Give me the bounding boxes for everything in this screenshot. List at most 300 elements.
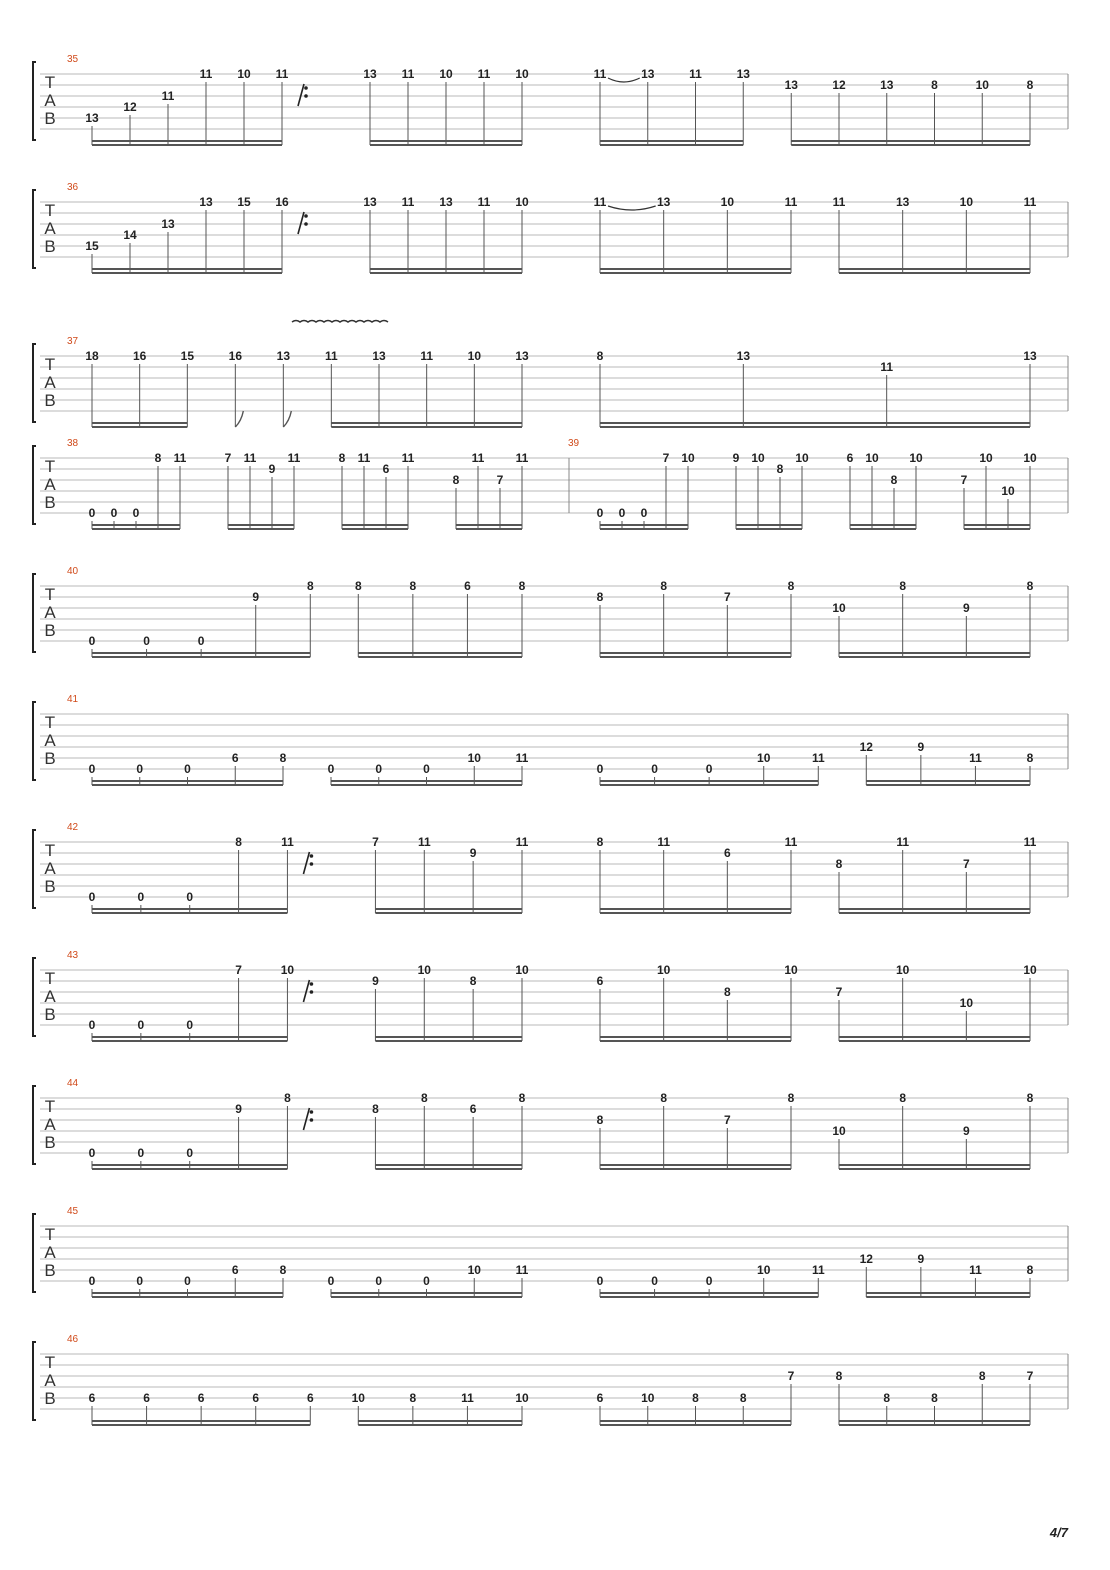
fret-number: 13 — [439, 195, 453, 209]
fret-number: 11 — [1023, 195, 1037, 209]
fret-number: 8 — [1026, 579, 1034, 593]
fret-number: 0 — [137, 890, 145, 904]
fret-number: 11 — [784, 195, 798, 209]
fret-number: 11 — [515, 835, 529, 849]
rest-dot — [310, 1110, 314, 1114]
fret-number: 13 — [880, 78, 894, 92]
tab-clef-letter: B — [44, 1261, 56, 1280]
fret-number: 11 — [420, 349, 434, 363]
tab-system — [33, 566, 1068, 657]
fret-number: 11 — [281, 835, 294, 849]
tab-clef-letter: A — [44, 1371, 56, 1390]
fret-number: 0 — [596, 1274, 604, 1288]
fret-number: 13 — [1023, 349, 1037, 363]
fret-number: 8 — [469, 974, 477, 988]
tab-clef-letter: T — [44, 457, 56, 476]
fret-number: 9 — [962, 601, 970, 615]
fret-number: 10 — [895, 963, 910, 977]
system-bracket — [33, 344, 36, 422]
tab-clef-letter: T — [44, 201, 56, 220]
fret-number: 13 — [85, 111, 99, 125]
rest-dot — [304, 214, 308, 218]
tab-clef-letter: B — [44, 391, 56, 410]
fret-number: 6 — [723, 846, 731, 860]
fret-number: 0 — [423, 762, 430, 776]
fret-number: 6 — [464, 579, 471, 593]
fret-number: 11 — [880, 360, 894, 374]
fret-number: 0 — [88, 1274, 96, 1288]
fret-number: 11 — [401, 451, 415, 465]
rest-dot — [304, 86, 308, 90]
fret-number: 8 — [776, 462, 784, 476]
fret-number: 8 — [354, 579, 362, 593]
fret-number: 0 — [186, 890, 194, 904]
fret-number: 10 — [467, 349, 482, 363]
fret-number: 11 — [515, 451, 529, 465]
fret-number: 8 — [306, 579, 314, 593]
fret-number: 8 — [372, 1102, 379, 1116]
system-bracket — [33, 1086, 36, 1164]
measure-number: 37 — [67, 336, 79, 347]
fret-number: 0 — [596, 506, 604, 520]
fret-number: 8 — [154, 451, 162, 465]
fret-number: 9 — [372, 974, 379, 988]
system-bracket — [33, 702, 36, 780]
fret-number: 8 — [1026, 1091, 1034, 1105]
fret-number: 0 — [88, 890, 96, 904]
fret-number: 0 — [651, 1274, 658, 1288]
measure-number: 40 — [67, 566, 79, 577]
fret-number: 18 — [85, 349, 99, 363]
measure-number: 43 — [67, 950, 79, 961]
fret-number: 8 — [692, 1391, 699, 1405]
fret-number: 6 — [596, 1391, 604, 1405]
tab-clef-letter: B — [44, 1005, 56, 1024]
fret-number: 10 — [784, 963, 798, 977]
rest-dot — [310, 854, 314, 858]
fret-number: 6 — [469, 1102, 477, 1116]
tab-system — [33, 950, 1068, 1041]
fret-number: 8 — [518, 579, 526, 593]
fret-number: 10 — [832, 601, 846, 615]
tab-clef-letter: B — [44, 1133, 56, 1152]
tab-system — [33, 822, 1068, 913]
fret-number: 8 — [596, 590, 604, 604]
measure-number: 44 — [67, 1078, 79, 1089]
fret-number: 6 — [306, 1391, 314, 1405]
rest-dot — [304, 222, 308, 226]
fret-number: 8 — [835, 857, 843, 871]
fret-number: 11 — [811, 1263, 825, 1277]
fret-number: 0 — [375, 762, 383, 776]
fret-number: 7 — [372, 835, 379, 849]
fret-number: 12 — [832, 78, 846, 92]
fret-number: 10 — [959, 996, 974, 1010]
tab-system — [33, 182, 1068, 273]
fret-number: 11 — [969, 1263, 982, 1277]
fret-number: 8 — [835, 1369, 843, 1383]
rest-symbol — [303, 980, 309, 1002]
tab-clef-letter: A — [44, 373, 56, 392]
fret-number: 10 — [237, 67, 251, 81]
fret-number: 10 — [515, 195, 529, 209]
fret-number: 10 — [832, 1124, 846, 1138]
fret-number: 10 — [1001, 484, 1015, 498]
fret-number: 9 — [469, 846, 477, 860]
fret-number: 8 — [660, 579, 668, 593]
fret-number: 0 — [705, 762, 713, 776]
fret-number: 10 — [515, 963, 529, 977]
system-bracket — [33, 1214, 36, 1292]
fret-number: 8 — [420, 1091, 428, 1105]
fret-number: 0 — [618, 506, 626, 520]
fret-number: 11 — [417, 835, 431, 849]
fret-number: 0 — [136, 762, 144, 776]
tab-system — [33, 54, 1068, 145]
fret-number: 6 — [382, 462, 390, 476]
fret-number: 13 — [199, 195, 213, 209]
fret-number: 6 — [252, 1391, 260, 1405]
fret-number: 11 — [357, 451, 371, 465]
fret-number: 8 — [739, 1391, 747, 1405]
fret-number: 13 — [736, 67, 750, 81]
fret-number: 10 — [467, 751, 481, 765]
fret-number: 8 — [787, 1091, 795, 1105]
fret-number: 8 — [978, 1369, 986, 1383]
fret-number: 16 — [132, 349, 147, 363]
fret-number: 11 — [896, 835, 910, 849]
tab-clef-letter: A — [44, 987, 56, 1006]
fret-number: 0 — [184, 1274, 191, 1288]
tab-clef-letter: B — [44, 621, 56, 640]
rest-dot — [304, 94, 308, 98]
fret-number: 8 — [409, 579, 417, 593]
fret-number: 13 — [895, 195, 910, 209]
fret-number: 10 — [959, 195, 974, 209]
tab-clef-letter: B — [44, 493, 56, 512]
fret-number: 10 — [751, 451, 765, 465]
fret-number: 8 — [596, 835, 604, 849]
fret-number: 10 — [681, 451, 695, 465]
rest-symbol — [303, 1108, 309, 1130]
tab-system — [33, 694, 1068, 785]
tab-clef-letter: B — [44, 237, 56, 256]
system-bracket — [33, 446, 36, 524]
tab-system — [33, 1078, 1068, 1169]
fret-number: 0 — [705, 1274, 713, 1288]
fret-number: 11 — [477, 67, 491, 81]
fret-number: 7 — [960, 473, 968, 487]
fret-number: 11 — [287, 451, 301, 465]
system-bracket — [33, 190, 36, 268]
fret-number: 6 — [846, 451, 854, 465]
fret-number: 11 — [401, 67, 415, 81]
measure-number: 38 — [67, 438, 79, 449]
measure-number: 46 — [67, 1334, 79, 1345]
fret-number: 0 — [375, 1274, 383, 1288]
fret-number: 11 — [515, 751, 529, 765]
fret-number: 0 — [423, 1274, 430, 1288]
fret-number: 10 — [757, 1263, 771, 1277]
system-bracket — [33, 958, 36, 1036]
fret-number: 6 — [231, 1263, 239, 1277]
tab-clef-letter: A — [44, 731, 56, 750]
fret-number: 0 — [136, 1274, 144, 1288]
fret-number: 8 — [518, 1091, 526, 1105]
fret-number: 10 — [439, 67, 453, 81]
fret-number: 11 — [199, 67, 213, 81]
fret-number: 11 — [969, 751, 982, 765]
fret-number: 12 — [859, 740, 873, 754]
fret-number: 8 — [931, 78, 938, 92]
fret-number: 11 — [1023, 835, 1037, 849]
fret-number: 8 — [890, 473, 898, 487]
fret-number: 10 — [909, 451, 923, 465]
fret-number: 11 — [243, 451, 257, 465]
fret-number: 0 — [137, 1018, 145, 1032]
fret-number: 16 — [228, 349, 243, 363]
fret-number: 0 — [327, 762, 335, 776]
fret-number: 8 — [787, 579, 795, 593]
fret-number: 6 — [596, 974, 604, 988]
fret-number: 10 — [351, 1391, 365, 1405]
slur — [608, 78, 640, 82]
fret-number: 8 — [279, 1263, 287, 1277]
fret-number: 11 — [689, 67, 702, 81]
tab-clef-letter: T — [44, 713, 56, 732]
tab-system — [33, 1206, 1068, 1297]
fret-number: 7 — [835, 985, 843, 999]
fret-number: 8 — [899, 579, 907, 593]
tab-clef-letter: T — [44, 1225, 56, 1244]
fret-number: 13 — [161, 217, 175, 231]
fret-number: 12 — [859, 1252, 873, 1266]
system-bracket — [33, 62, 36, 140]
fret-number: 0 — [88, 1146, 96, 1160]
fret-number: 11 — [784, 835, 798, 849]
measure-number: 36 — [67, 182, 79, 193]
fret-number: 7 — [496, 473, 504, 487]
fret-number: 0 — [88, 762, 96, 776]
fret-number: 10 — [720, 195, 735, 209]
fret-number: 10 — [515, 1391, 529, 1405]
fret-number: 0 — [88, 634, 96, 648]
fret-number: 15 — [237, 195, 251, 209]
fret-number: 10 — [641, 1391, 655, 1405]
fret-number: 8 — [235, 835, 242, 849]
fret-number: 8 — [1026, 751, 1034, 765]
fret-number: 6 — [231, 751, 239, 765]
fret-number: 10 — [467, 1263, 481, 1277]
fret-number: 0 — [184, 762, 191, 776]
fret-number: 6 — [143, 1391, 150, 1405]
fret-number: 11 — [461, 1391, 474, 1405]
tab-system — [33, 321, 1068, 428]
fret-number: 8 — [723, 985, 731, 999]
fret-number: 7 — [787, 1369, 795, 1383]
rest-dot — [310, 1118, 314, 1122]
system-bracket — [33, 830, 36, 908]
fret-number: 13 — [736, 349, 751, 363]
fret-number: 11 — [173, 451, 187, 465]
rest-symbol — [303, 852, 309, 874]
rest-symbol — [298, 84, 304, 106]
fret-number: 8 — [899, 1091, 907, 1105]
fret-number: 13 — [784, 78, 798, 92]
fret-number: 6 — [88, 1391, 96, 1405]
note-flag — [283, 411, 291, 427]
fret-number: 13 — [276, 349, 291, 363]
fret-number: 9 — [268, 462, 276, 476]
fret-number: 0 — [143, 634, 150, 648]
fret-number: 8 — [452, 473, 460, 487]
fret-number: 7 — [962, 857, 970, 871]
fret-number: 8 — [596, 1113, 604, 1127]
fret-number: 15 — [85, 239, 99, 253]
fret-number: 11 — [275, 67, 289, 81]
fret-number: 16 — [275, 195, 289, 209]
fret-number: 13 — [363, 67, 377, 81]
fret-number: 13 — [372, 349, 386, 363]
fret-number: 11 — [593, 67, 607, 81]
fret-number: 11 — [832, 195, 846, 209]
tab-system — [33, 438, 1068, 529]
fret-number: 11 — [593, 195, 607, 209]
note-flag — [235, 411, 243, 427]
fret-number: 10 — [280, 963, 295, 977]
fret-number: 9 — [235, 1102, 242, 1116]
tab-clef-letter: B — [44, 109, 56, 128]
fret-number: 10 — [417, 963, 431, 977]
tab-clef-letter: T — [44, 841, 56, 860]
fret-number: 14 — [123, 228, 137, 242]
fret-number: 0 — [197, 634, 205, 648]
measure-number: 42 — [67, 822, 79, 833]
fret-number: 8 — [279, 751, 287, 765]
fret-number: 10 — [975, 78, 989, 92]
fret-number: 10 — [656, 963, 671, 977]
tab-clef-letter: T — [44, 585, 56, 604]
fret-number: 8 — [660, 1091, 668, 1105]
fret-number: 0 — [88, 1018, 96, 1032]
fret-number: 0 — [110, 506, 118, 520]
fret-number: 11 — [324, 349, 338, 363]
vibrato-mark — [292, 321, 388, 323]
fret-number: 10 — [1023, 451, 1037, 465]
tab-clef-letter: B — [44, 877, 56, 896]
fret-number: 7 — [723, 1113, 731, 1127]
page-number: 4/7 — [1049, 1525, 1068, 1540]
fret-number: 12 — [123, 100, 137, 114]
fret-number: 11 — [161, 89, 175, 103]
fret-number: 11 — [477, 195, 491, 209]
system-bracket — [33, 574, 36, 652]
fret-number: 0 — [651, 762, 658, 776]
fret-number: 10 — [979, 451, 993, 465]
fret-number: 8 — [284, 1091, 291, 1105]
rest-dot — [310, 982, 314, 986]
tab-clef-letter: A — [44, 91, 56, 110]
fret-number: 8 — [596, 349, 604, 363]
measure-number: 39 — [568, 438, 580, 449]
tab-clef-letter: T — [44, 73, 56, 92]
fret-number: 15 — [180, 349, 195, 363]
fret-number: 8 — [883, 1391, 891, 1405]
fret-number: 10 — [757, 751, 771, 765]
fret-number: 9 — [917, 740, 925, 754]
measure-number: 35 — [67, 54, 79, 65]
rest-dot — [310, 862, 314, 866]
fret-number: 0 — [88, 506, 96, 520]
fret-number: 13 — [363, 195, 377, 209]
tab-clef-letter: A — [44, 475, 56, 494]
fret-number: 0 — [186, 1146, 194, 1160]
fret-number: 7 — [1026, 1369, 1034, 1383]
rest-symbol — [298, 212, 304, 234]
tab-clef-letter: A — [44, 859, 56, 878]
fret-number: 0 — [186, 1018, 194, 1032]
tab-clef-letter: A — [44, 1243, 56, 1262]
tab-system — [33, 1334, 1068, 1425]
fret-number: 7 — [662, 451, 670, 465]
fret-number: 8 — [338, 451, 346, 465]
fret-number: 10 — [1023, 963, 1037, 977]
fret-number: 0 — [596, 762, 604, 776]
fret-number: 11 — [811, 751, 825, 765]
fret-number: 10 — [515, 67, 529, 81]
fret-number: 13 — [656, 195, 671, 209]
tab-clef-letter: B — [44, 749, 56, 768]
fret-number: 7 — [224, 451, 232, 465]
fret-number: 11 — [401, 195, 415, 209]
fret-number: 11 — [515, 1263, 529, 1277]
measure-number: 45 — [67, 1206, 79, 1217]
tab-clef-letter: A — [44, 219, 56, 238]
tab-clef-letter: T — [44, 355, 56, 374]
fret-number: 0 — [640, 506, 648, 520]
tab-clef-letter: A — [44, 1115, 56, 1134]
fret-number: 0 — [132, 506, 140, 520]
fret-number: 8 — [1026, 1263, 1034, 1277]
tab-clef-letter: T — [44, 1097, 56, 1116]
slur — [608, 206, 656, 210]
tab-clef-letter: A — [44, 603, 56, 622]
fret-number: 10 — [865, 451, 879, 465]
fret-number: 9 — [252, 590, 260, 604]
fret-number: 7 — [723, 590, 731, 604]
fret-number: 9 — [732, 451, 740, 465]
fret-number: 7 — [235, 963, 242, 977]
fret-number: 9 — [917, 1252, 925, 1266]
fret-number: 8 — [409, 1391, 417, 1405]
fret-number: 11 — [471, 451, 485, 465]
fret-number: 13 — [515, 349, 529, 363]
system-bracket — [33, 1342, 36, 1420]
fret-number: 10 — [795, 451, 809, 465]
fret-number: 8 — [931, 1391, 938, 1405]
fret-number: 0 — [327, 1274, 335, 1288]
fret-number: 13 — [641, 67, 655, 81]
tab-clef-letter: T — [44, 969, 56, 988]
tab-clef-letter: T — [44, 1353, 56, 1372]
fret-number: 11 — [657, 835, 671, 849]
fret-number: 0 — [137, 1146, 145, 1160]
fret-number: 8 — [1026, 78, 1034, 92]
measure-number: 41 — [67, 694, 79, 705]
tab-clef-letter: B — [44, 1389, 56, 1408]
fret-number: 9 — [962, 1124, 970, 1138]
rest-dot — [310, 990, 314, 994]
